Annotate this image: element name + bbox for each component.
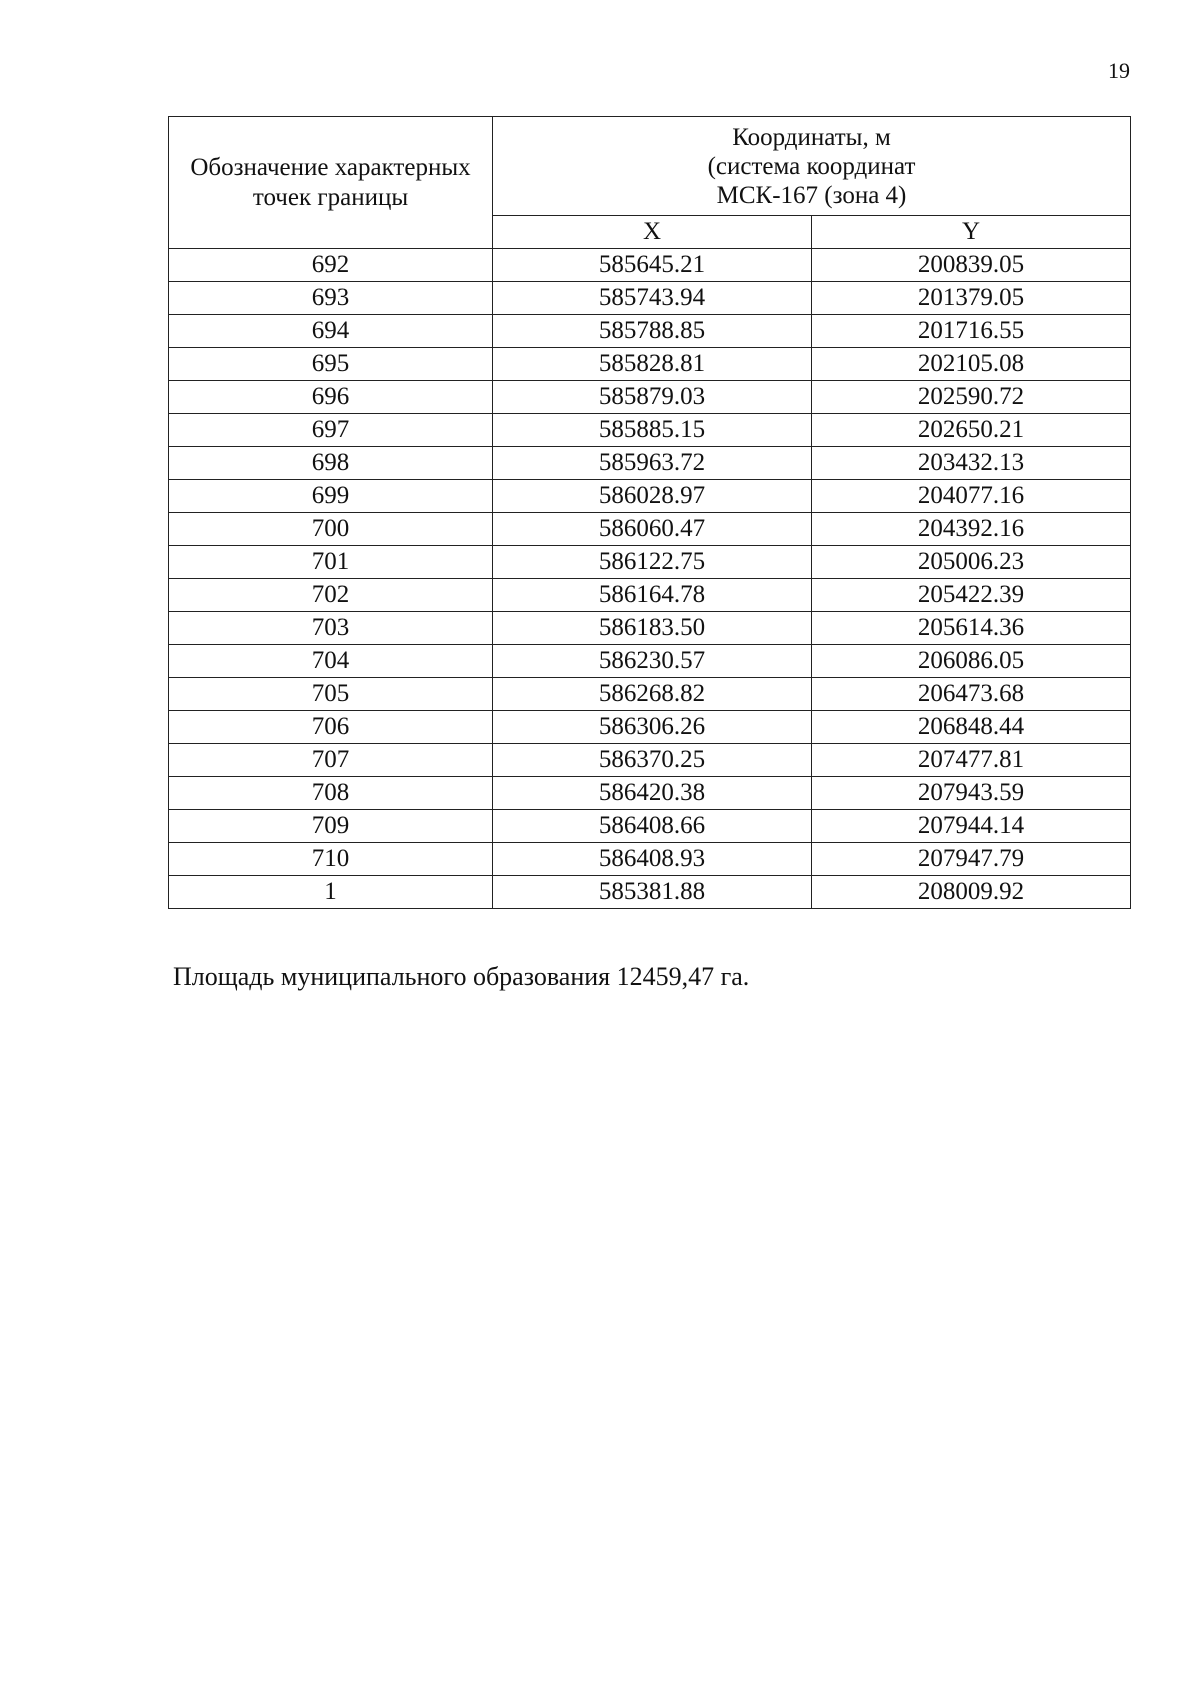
cell-y: 207947.79: [812, 843, 1131, 876]
cell-point: 706: [169, 711, 493, 744]
table-body: [169, 249, 1131, 909]
table-row: [169, 414, 1131, 447]
table-row: [169, 579, 1131, 612]
cell-y: 205422.39: [812, 579, 1131, 612]
cell-y: 207477.81: [812, 744, 1131, 777]
cell-x: 586028.97: [493, 480, 812, 513]
cell-point: 692: [169, 249, 493, 282]
page-number: 19: [1108, 58, 1130, 83]
cell-y: 204077.16: [812, 480, 1131, 513]
cell-x: 585963.72: [493, 447, 812, 480]
cell-x: 586122.75: [493, 546, 812, 579]
header-point-designation: Обозначение характерных точек границы: [169, 117, 493, 249]
cell-x: 586370.25: [493, 744, 812, 777]
cell-y: 202105.08: [812, 348, 1131, 381]
header-coordinates: [493, 117, 1131, 216]
cell-x: 586306.26: [493, 711, 812, 744]
cell-y: 206086.05: [812, 645, 1131, 678]
coordinates-table: [168, 116, 1131, 909]
cell-x: 585885.15: [493, 414, 812, 447]
table-row: [169, 843, 1131, 876]
cell-point: 704: [169, 645, 493, 678]
cell-y: 202650.21: [812, 414, 1131, 447]
cell-x: 586420.38: [493, 777, 812, 810]
cell-point: 1: [169, 876, 493, 909]
cell-x: 585381.88: [493, 876, 812, 909]
cell-point: 708: [169, 777, 493, 810]
table-row: [169, 249, 1131, 282]
cell-point: 707: [169, 744, 493, 777]
table-row: [169, 546, 1131, 579]
cell-y: 200839.05: [812, 249, 1131, 282]
cell-y: 201379.05: [812, 282, 1131, 315]
area-statement: Площадь муниципального образования 12459,47 га.: [173, 962, 750, 991]
cell-y: 206473.68: [812, 678, 1131, 711]
cell-point: 693: [169, 282, 493, 315]
cell-y: 202590.72: [812, 381, 1131, 414]
table-row: [169, 282, 1131, 315]
cell-y: 207943.59: [812, 777, 1131, 810]
cell-x: 585828.81: [493, 348, 812, 381]
table-row: [169, 480, 1131, 513]
table-header: [169, 117, 1131, 249]
cell-y: 203432.13: [812, 447, 1131, 480]
cell-point: 695: [169, 348, 493, 381]
cell-x: 585788.85: [493, 315, 812, 348]
cell-y: 201716.55: [812, 315, 1131, 348]
header-x: X: [493, 216, 812, 249]
cell-point: 702: [169, 579, 493, 612]
table-row: [169, 315, 1131, 348]
cell-y: 207944.14: [812, 810, 1131, 843]
cell-y: 205614.36: [812, 612, 1131, 645]
header-coordinates-line-1: Координаты, м: [732, 123, 891, 151]
table-row: [169, 678, 1131, 711]
cell-point: 700: [169, 513, 493, 546]
table-row: [169, 876, 1131, 909]
cell-y: 204392.16: [812, 513, 1131, 546]
cell-x: 586164.78: [493, 579, 812, 612]
cell-point: 699: [169, 480, 493, 513]
cell-point: 709: [169, 810, 493, 843]
header-coordinates-line-2: (система координат: [707, 152, 916, 180]
cell-x: 586268.82: [493, 678, 812, 711]
cell-x: 586230.57: [493, 645, 812, 678]
cell-x: 585645.21: [493, 249, 812, 282]
cell-y: 205006.23: [812, 546, 1131, 579]
cell-point: 694: [169, 315, 493, 348]
cell-point: 703: [169, 612, 493, 645]
cell-x: 585743.94: [493, 282, 812, 315]
table-row: [169, 447, 1131, 480]
cell-x: 585879.03: [493, 381, 812, 414]
table-row: [169, 645, 1131, 678]
table-row: [169, 612, 1131, 645]
cell-y: 208009.92: [812, 876, 1131, 909]
cell-point: 705: [169, 678, 493, 711]
cell-point: 710: [169, 843, 493, 876]
cell-x: 586060.47: [493, 513, 812, 546]
table-row: [169, 810, 1131, 843]
cell-point: 697: [169, 414, 493, 447]
table-row: [169, 711, 1131, 744]
header-coordinates-line-3: МСК-167 (зона 4): [716, 181, 907, 209]
table-row: [169, 744, 1131, 777]
table-row: [169, 513, 1131, 546]
table-row: [169, 381, 1131, 414]
cell-point: 696: [169, 381, 493, 414]
table-row: [169, 348, 1131, 381]
table-row: [169, 777, 1131, 810]
cell-x: 586408.66: [493, 810, 812, 843]
cell-y: 206848.44: [812, 711, 1131, 744]
cell-x: 586408.93: [493, 843, 812, 876]
cell-point: 701: [169, 546, 493, 579]
header-y: Y: [812, 216, 1131, 249]
cell-point: 698: [169, 447, 493, 480]
cell-x: 586183.50: [493, 612, 812, 645]
